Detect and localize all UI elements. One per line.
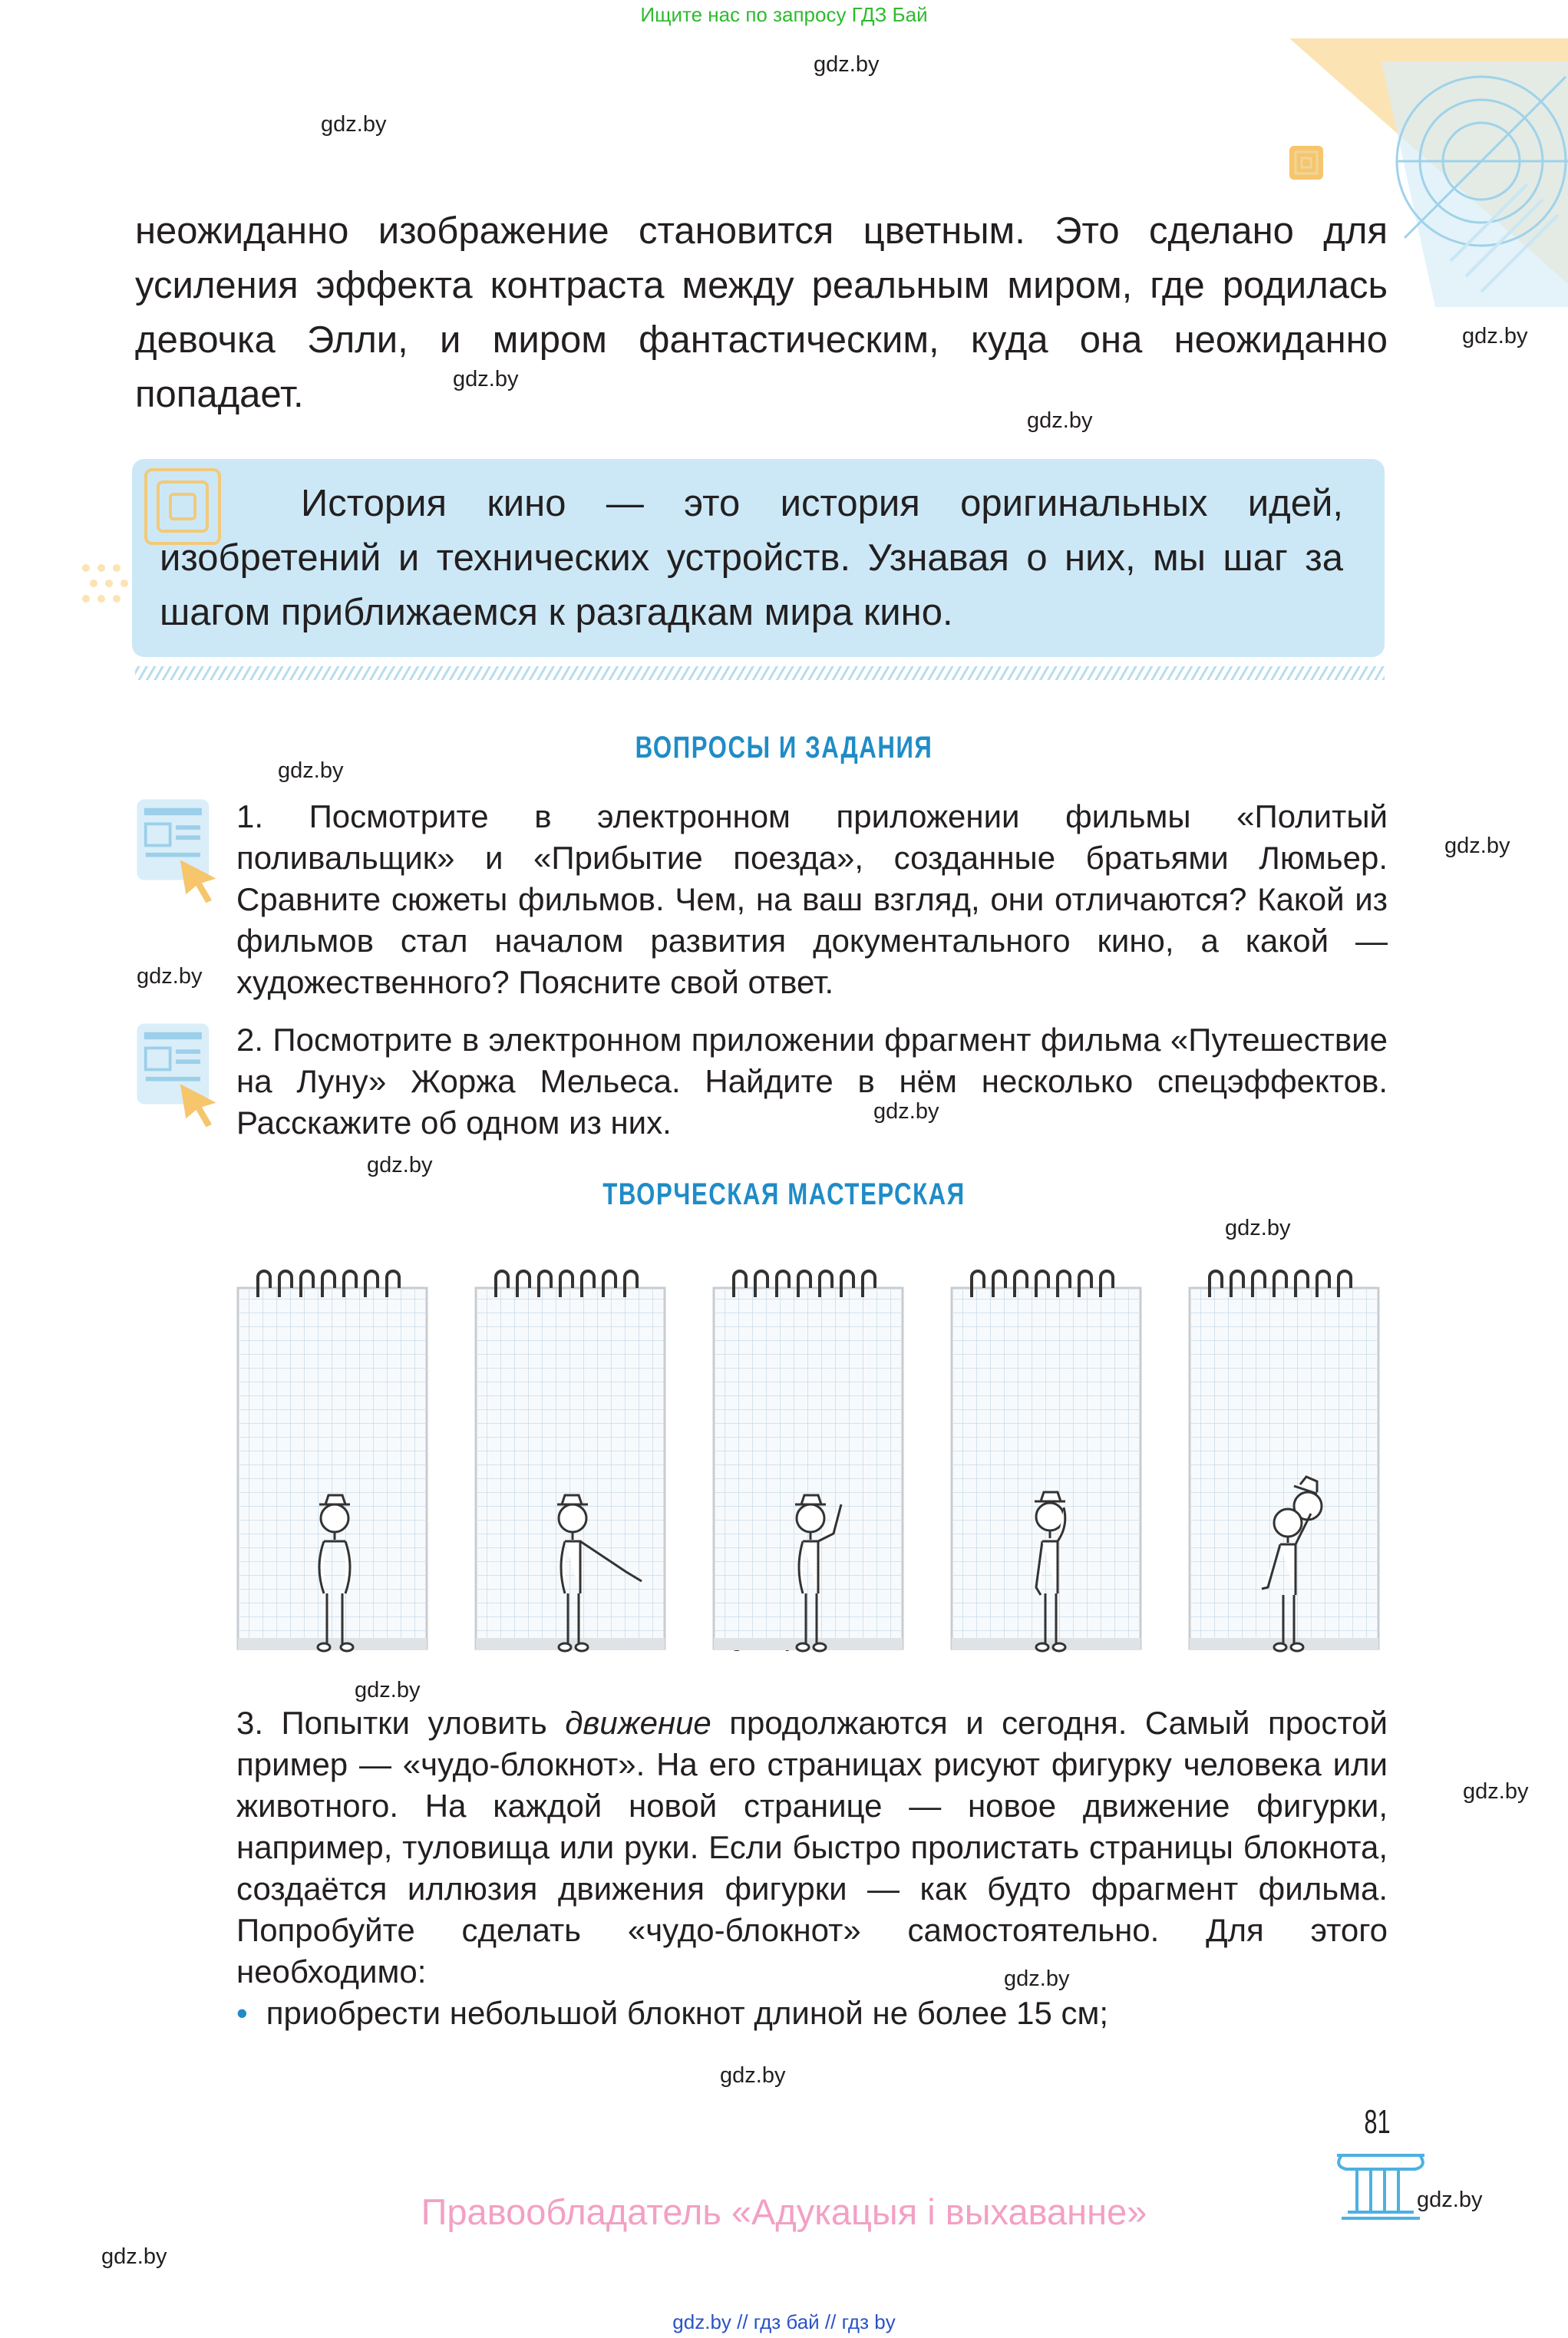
watermark: gdz.by bbox=[1444, 834, 1510, 858]
watermark: gdz.by bbox=[1225, 1216, 1291, 1240]
footer-links[interactable]: gdz.by // гдз бай // гдз by bbox=[672, 2310, 896, 2333]
task-3 bbox=[236, 1702, 1388, 1993]
workshop-heading: ТВОРЧЕСКАЯ МАСТЕРСКАЯ bbox=[602, 1177, 966, 1211]
electronic-app-icon[interactable] bbox=[135, 794, 220, 909]
watermark: gdz.by bbox=[137, 964, 203, 989]
flipbook-notepad bbox=[235, 1257, 431, 1656]
task-3-text: 3. Попытки уловить bbox=[236, 1705, 566, 1741]
flipbook-notepad bbox=[949, 1257, 1145, 1656]
intro-paragraph: неожиданно изображение становится цветным. Это сделано для усиления эффекта контраста между реальным миром, где родилась девочка Элли, и миром фантастическим, куда она неожиданно попадает. bbox=[135, 210, 1388, 415]
watermark: gdz.by bbox=[814, 52, 880, 77]
top-banner[interactable]: Ищите нас по запросу ГДЗ Бай bbox=[640, 3, 928, 26]
flipbook-notepad bbox=[711, 1257, 907, 1656]
page-number: 81 bbox=[1364, 2103, 1391, 2141]
task-3-text: продолжаются и сегодня. Самый простой пример — «чудо-блокнот». На его страницах рисуют фигурку человека или животного. На каждой новой странице — новое движение фигурки, например, туловища или руки. Если быстро пролистать страницы блокнота, создаётся иллюзия движения фигурки — как будто фрагмент фильма. Попробуйте сделать «чудо-блокнот» самостоятельно. Для этого необходимо: bbox=[236, 1705, 1388, 1990]
callout-divider bbox=[135, 666, 1385, 680]
task-3-emphasis: движение bbox=[565, 1705, 711, 1741]
electronic-app-icon[interactable] bbox=[135, 1018, 220, 1133]
list-item-text: приобрести небольшой блокнот длиной не более 15 см; bbox=[266, 1995, 1109, 2031]
list-item bbox=[236, 1993, 1388, 2034]
bullet-icon: • bbox=[236, 1995, 248, 2031]
flipbook-notepad bbox=[473, 1257, 669, 1656]
watermark: gdz.by bbox=[321, 112, 387, 137]
task-1: 1. Посмотрите в электронном приложении фильмы «Политый поливальщик» и «Прибытие поезда», созданные братьями Люмьер. Сравните сюжеты фильмов. Чем, на ваш взгляд, они отличаются? Какой из фильмов стал началом развития документального кино, а какой — художественного? Поясните свой ответ. bbox=[236, 798, 1388, 1000]
watermark: gdz.by bbox=[1462, 324, 1528, 348]
watermark: gdz.by bbox=[367, 1153, 433, 1177]
flipbook-notepad bbox=[1187, 1257, 1383, 1656]
watermark: gdz.by bbox=[1463, 1779, 1529, 1804]
task-2: 2. Посмотрите в электронном приложении фрагмент фильма «Путешествие на Луну» Жоржа Мельеса. Найдите в нём несколько спецэффектов. Расскажите об одном из них. bbox=[236, 1022, 1388, 1141]
watermark: gdz.by bbox=[720, 2063, 786, 2088]
questions-heading: ВОПРОСЫ И ЗАДАНИЯ bbox=[635, 731, 933, 764]
rights-holder: Правообладатель «Адукацыя і выхаванне» bbox=[421, 2191, 1147, 2232]
watermark: gdz.by bbox=[101, 2244, 167, 2269]
watermark: gdz.by bbox=[1004, 1966, 1070, 1991]
watermark: gdz.by bbox=[1417, 2188, 1483, 2212]
callout-text: История кино — это история оригинальных идей, изобретений и технических устройств. Узнавая о них, мы шаг за шагом приближаемся к разгадкам мира кино. bbox=[160, 483, 1343, 633]
watermark: gdz.by bbox=[453, 367, 519, 391]
watermark: gdz.by bbox=[278, 758, 344, 783]
watermark: gdz.by bbox=[355, 1678, 421, 1702]
watermark: gdz.by bbox=[1027, 408, 1093, 433]
watermark: gdz.by bbox=[873, 1099, 939, 1124]
